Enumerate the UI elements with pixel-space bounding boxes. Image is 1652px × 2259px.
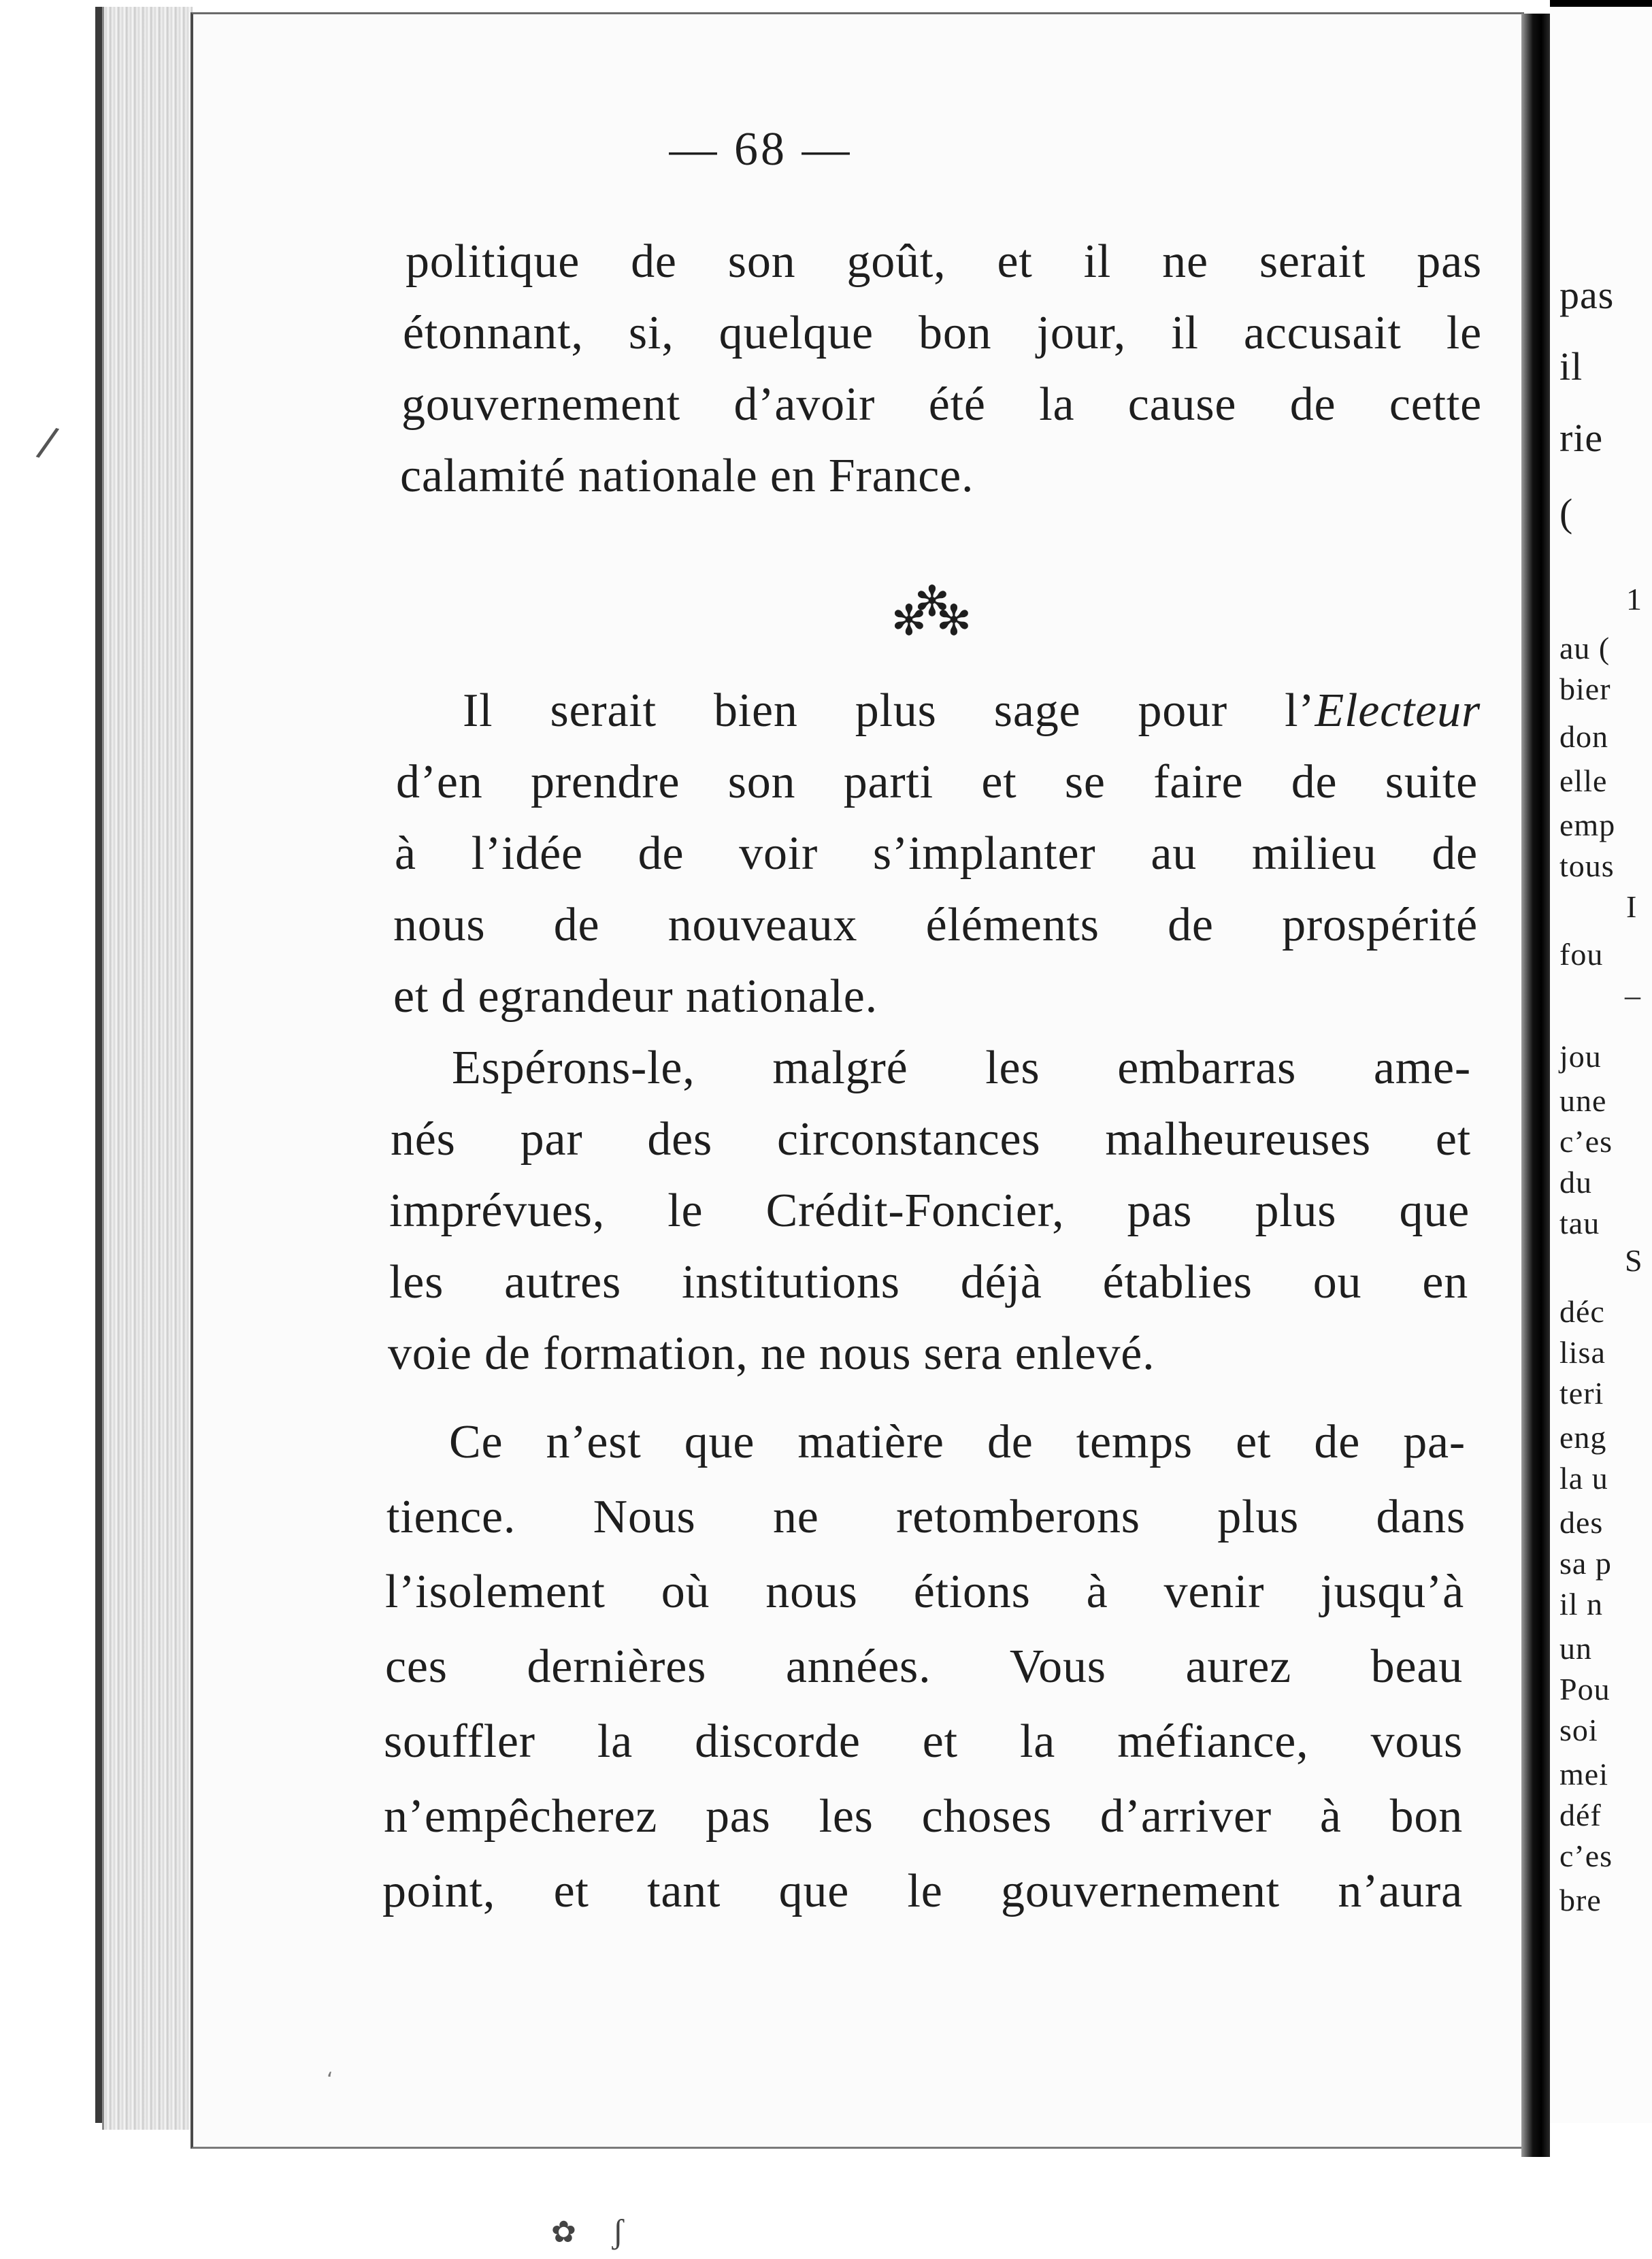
text-line: étonnant, si, quelque bon jour, il accusait le: [403, 307, 1482, 359]
text-line: politique de son goût, et il ne serait pas: [406, 235, 1482, 288]
facing-text: des: [1559, 1505, 1604, 1540]
scan-speck: ‘: [327, 2068, 333, 2092]
facing-text: il: [1559, 344, 1583, 389]
facing-text: (: [1559, 491, 1574, 535]
text-line: point, et tant que le gouvernement n’aura: [382, 1865, 1463, 1917]
facing-text: bier: [1559, 672, 1611, 706]
facing-text: mei: [1559, 1757, 1608, 1792]
text-line: nous de nouveaux éléments de prospérité: [393, 899, 1478, 951]
text-line: d’en prendre son parti et se faire de suite: [396, 756, 1478, 808]
text-line: nés par des circonstances malheureuses et: [391, 1113, 1471, 1166]
scan-mark: /: [33, 417, 62, 467]
facing-text: elle: [1559, 763, 1608, 798]
facing-text: emp: [1559, 808, 1616, 842]
facing-text: une: [1559, 1083, 1607, 1118]
facing-text: S: [1625, 1243, 1643, 1278]
scan-mark-bottom-2: ʃ: [612, 2212, 624, 2250]
text-line: calamité nationale en France.: [400, 450, 974, 502]
facing-text: du: [1559, 1165, 1592, 1200]
text-line: tience. Nous ne retomberons plus dans: [386, 1491, 1466, 1543]
scan-mark-bottom: ✿: [551, 2215, 576, 2249]
facing-text: c’es: [1559, 1838, 1613, 1873]
facing-text: bre: [1559, 1883, 1602, 1917]
facing-text: pas: [1559, 273, 1615, 317]
facing-text: la u: [1559, 1461, 1608, 1496]
facing-text: 1: [1626, 582, 1642, 616]
text-line: à l’idée de voir s’implanter au milieu de: [395, 827, 1478, 880]
text-line: ces dernières années. Vous aurez beau: [385, 1640, 1463, 1693]
text-line: souffler la discorde et la méfiance, vous: [384, 1715, 1463, 1768]
text-line-start: Il serait bien plus sage pour l’: [463, 685, 1315, 737]
scan-bottom-margin: [0, 2157, 1652, 2259]
facing-text: eng: [1559, 1420, 1607, 1455]
text-line: imprévues, le Crédit-Foncier, pas plus que: [389, 1185, 1470, 1237]
facing-text: lisa: [1559, 1335, 1606, 1370]
book-gutter: [1521, 14, 1550, 2164]
page-number: — 68 —: [669, 123, 853, 176]
text-line: gouvernement d’avoir été la cause de cette: [401, 378, 1482, 431]
facing-text: déc: [1559, 1294, 1605, 1329]
facing-text: sa p: [1559, 1546, 1612, 1581]
facing-text: don: [1559, 719, 1608, 754]
facing-text: au (: [1559, 631, 1610, 665]
italic-word: Electeur: [1315, 685, 1481, 737]
facing-text: fou: [1559, 937, 1604, 972]
facing-text: tous: [1559, 848, 1615, 883]
facing-text: il n: [1559, 1587, 1604, 1621]
facing-text: déf: [1559, 1798, 1602, 1832]
text-line: les autres institutions déjà établies ou en: [389, 1256, 1468, 1308]
facing-text: teri: [1559, 1376, 1604, 1411]
facing-page: [1550, 7, 1652, 2123]
book-page-edges: [102, 7, 193, 2130]
facing-text: un: [1559, 1631, 1592, 1666]
text-line: Espérons-le, malgré les embarras ame-: [452, 1042, 1471, 1094]
section-ornament: ✻ ✻ ✻: [891, 576, 972, 645]
text-line: et d egrandeur nationale.: [393, 970, 878, 1023]
facing-text: c’es: [1559, 1124, 1613, 1159]
facing-text: rie: [1559, 416, 1604, 460]
text-line: voie de formation, ne nous sera enlevé.: [388, 1328, 1155, 1380]
facing-text: tau: [1559, 1206, 1600, 1240]
facing-text: Pou: [1559, 1672, 1610, 1706]
facing-text: soi: [1559, 1713, 1598, 1747]
text-line: [463, 687, 1481, 735]
text-line: Ce n’est que matière de temps et de pa-: [449, 1416, 1466, 1468]
facing-text: jou: [1559, 1039, 1602, 1074]
text-line: l’isolement où nous étions à venir jusqu’à: [385, 1566, 1464, 1618]
facing-text: I: [1626, 889, 1638, 924]
facing-text: –: [1625, 978, 1641, 1012]
text-line: n’empêcherez pas les choses d’arriver à bon: [384, 1790, 1463, 1843]
